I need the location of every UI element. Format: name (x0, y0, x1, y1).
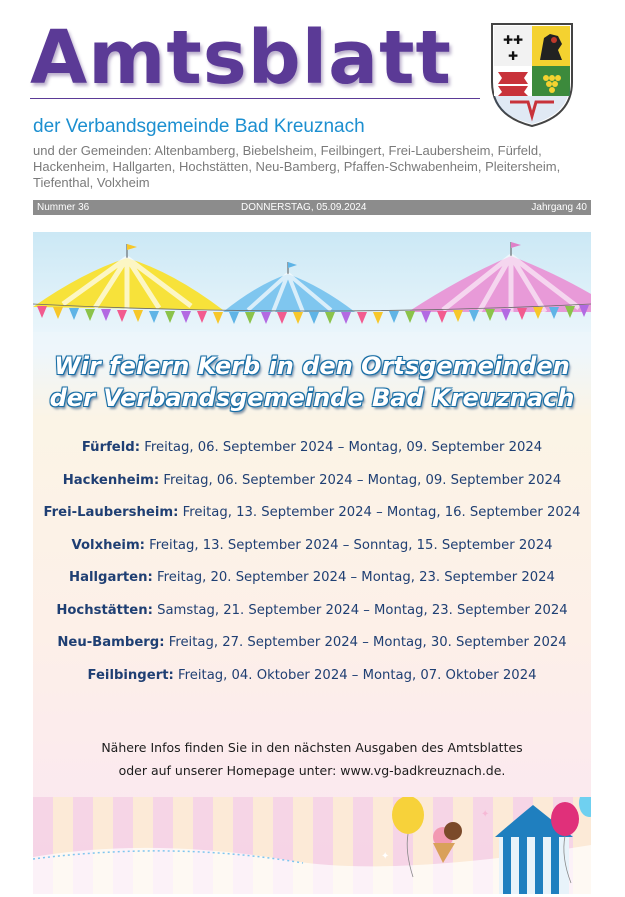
svg-text:✚: ✚ (507, 49, 519, 63)
schedule-row (33, 601, 591, 634)
schedule-row (33, 536, 591, 569)
svg-text:✦: ✦ (381, 851, 390, 862)
schedule-dates: Freitag, 06. September 2024 – Montag, 09. September 2024 (144, 440, 543, 455)
fairground-footer (33, 797, 591, 894)
schedule-dates: Freitag, 27. September 2024 – Montag, 30. September 2024 (168, 635, 567, 650)
schedule-dates: Freitag, 13. September 2024 – Sonntag, 15. September 2024 (149, 537, 553, 553)
kerb-poster (33, 232, 591, 894)
schedule-place: Hallgarten: (69, 570, 153, 585)
member-communities: und der Gemeinden: Altenbamberg, Biebelsheim, Feilbingert, Frei-Laubersheim, Fürfeld, Hackenheim, Hallgarten, Hochstätten, Neu-Bamberg, Pfaffen-Schwabenheim, Pleitersheim, Tiefenthal, Volxheim (33, 143, 561, 190)
masthead-subtitle: der Verbandsgemeinde Bad Kreuznach (33, 116, 365, 137)
info-note (33, 736, 591, 782)
schedule-dates: Freitag, 04. Oktober 2024 – Montag, 07. Oktober 2024 (177, 667, 537, 683)
schedule-place: Hochstätten: (56, 602, 153, 618)
issue-number: Nummer 36 (37, 202, 90, 213)
schedule-row (33, 471, 591, 504)
schedule-row (33, 666, 591, 699)
schedule-dates: Freitag, 06. September 2024 – Montag, 09. September 2024 (163, 472, 562, 488)
headline-line-1: Wir feiern Kerb in den Ortsgemeinden (54, 352, 570, 380)
circus-tents-banner (33, 232, 591, 332)
kerb-schedule (33, 438, 591, 698)
schedule-place: Feilbingert: (87, 667, 174, 683)
schedule-row (33, 438, 591, 471)
issue-date: DONNERSTAG, 05.09.2024 (241, 202, 367, 213)
info-line-2: oder auf unserer Homepage unter: www.vg-badkreuznach.de. (118, 763, 506, 778)
issue-year: Jahrgang 40 (531, 202, 587, 213)
svg-text:✚✚: ✚✚ (502, 33, 524, 47)
poster-headline (33, 350, 591, 414)
schedule-place: Neu-Bamberg: (57, 635, 165, 650)
issue-bar (33, 200, 591, 215)
coat-of-arms-icon (488, 20, 576, 130)
masthead-rule (30, 98, 480, 99)
schedule-dates: Freitag, 13. September 2024 – Montag, 16. September 2024 (182, 505, 581, 520)
schedule-dates: Samstag, 21. September 2024 – Montag, 23. September 2024 (157, 602, 568, 618)
schedule-row (33, 633, 591, 666)
schedule-row (33, 568, 591, 601)
masthead-title: Amtsblatt (30, 15, 452, 101)
headline-line-2: der Verbandsgemeinde Bad Kreuznach (49, 384, 575, 412)
svg-text:✦: ✦ (481, 809, 490, 820)
info-line-1: Nähere Infos finden Sie in den nächsten Ausgaben des Amtsblattes (101, 740, 523, 755)
schedule-place: Fürfeld: (81, 440, 140, 455)
schedule-place: Hackenheim: (62, 472, 160, 488)
schedule-place: Frei-Laubersheim: (43, 505, 179, 520)
schedule-dates: Freitag, 20. September 2024 – Montag, 23. September 2024 (156, 570, 555, 585)
schedule-place: Volxheim: (71, 537, 145, 553)
schedule-row (33, 503, 591, 536)
